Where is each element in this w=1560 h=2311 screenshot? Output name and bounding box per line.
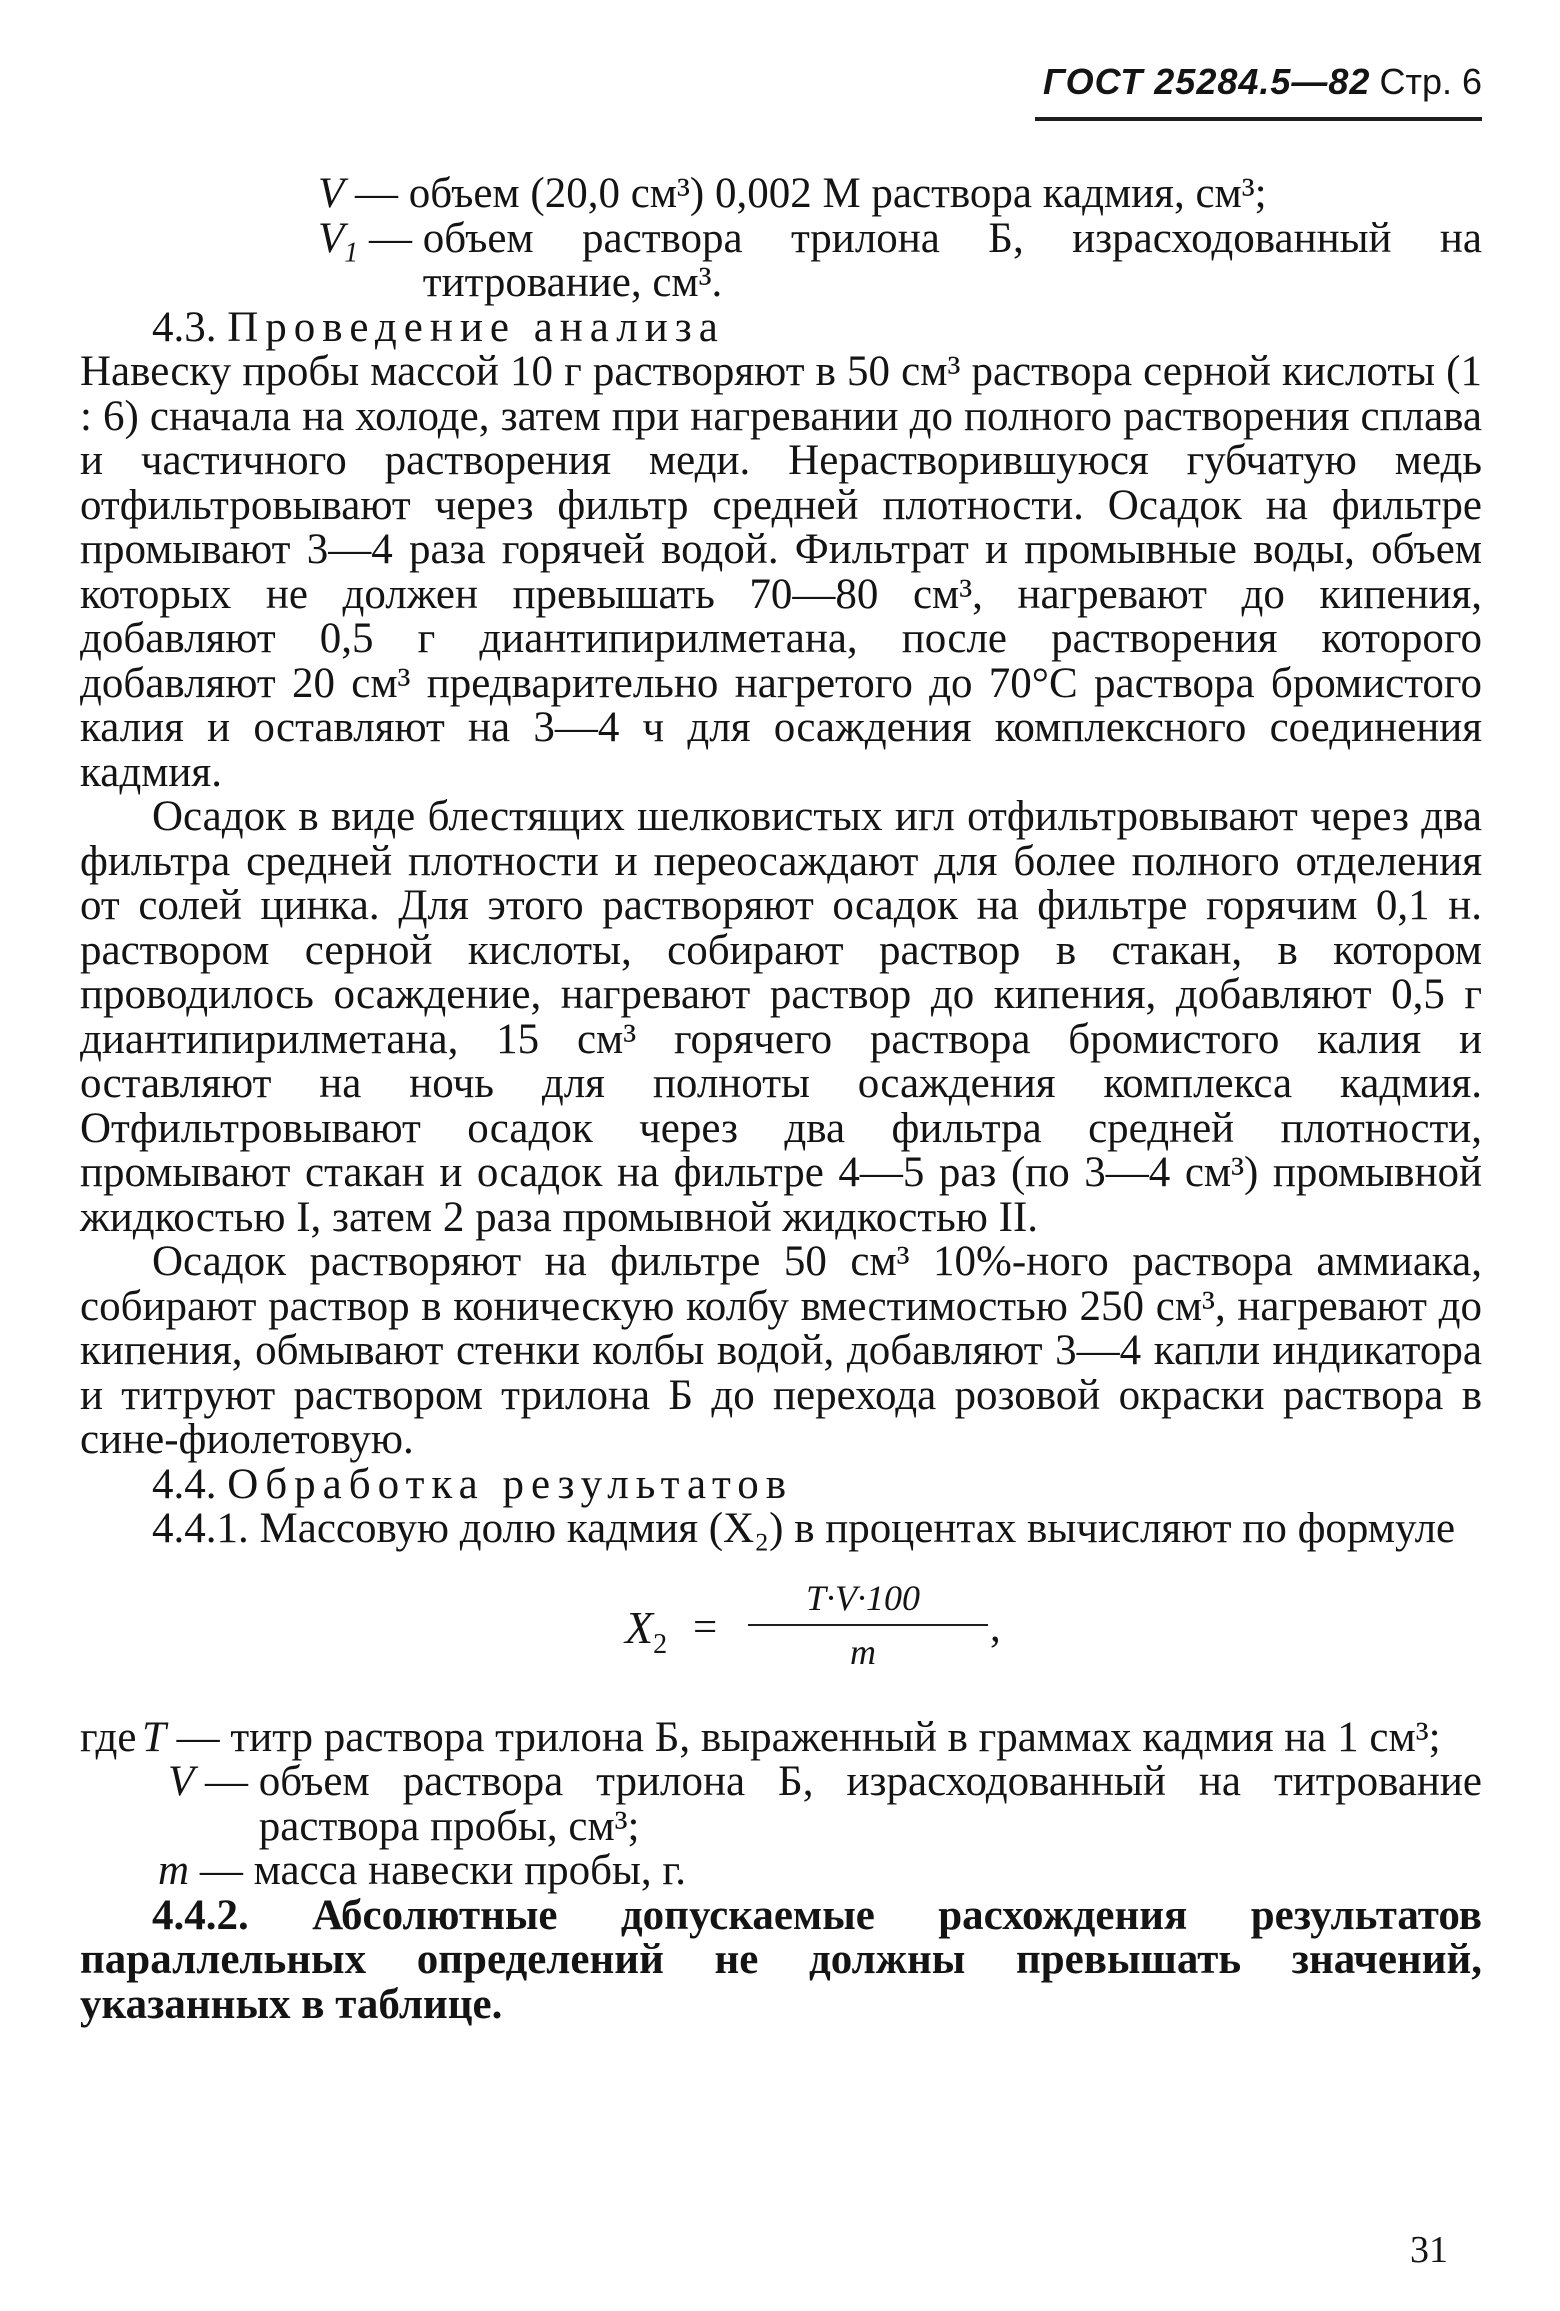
- section-title: Обработка результатов: [227, 1460, 793, 1508]
- formula-numerator: T·V·100: [805, 1577, 920, 1618]
- definition-v-bottom: V — объем раствора трилона Б, израсходованный на титрование раствора пробы, см³;: [168, 1758, 1482, 1850]
- section-heading-4-3: [80, 303, 1482, 351]
- section-heading-4-4: [80, 1460, 1482, 1508]
- definition-t: где T — титр раствора трилона Б, выраженный в граммах кадмия на 1 см³;: [80, 1716, 1482, 1761]
- page-label: Стр. 6: [1379, 61, 1482, 102]
- formula: [80, 1558, 1482, 1708]
- page-header: [1043, 62, 1482, 102]
- paragraph: Навеску пробы массой 10 г растворяют в 50 см³ раствора серной кислоты (1 : 6) сначала на холоде, затем при нагревании до полного растворения сплава и частичного растворения меди. Нерастворившуюся губчатую медь отфильтровывают через фильтр средней плотности. Осадок на фильтре промывают 3—4 раза горячей водой. Фильтрат и промывные воды, объем которых не должен превышать 70—80 см³, нагревают до кипения, добавляют 0,5 г диантипирилметана, после растворения которого добавляют 20 см³ предварительно нагретого до 70°С раствора бромистого калия и оставляют на 3—4 ч для осаждения комплексного соединения кадмия.: [80, 348, 1482, 796]
- definition-symbol: V: [318, 170, 345, 217]
- paragraph: Осадок растворяют на фильтре 50 см³ 10%-ного раствора аммиака, собирают раствор в коническую колбу вместимостью 250 см³, нагревают до кипения, обмывают стенки колбы водой, добавляют 3—4 капли индикатора и титруют раствором трилона Б до перехода розовой окраски раствора в сине-фиолетовую.: [80, 1238, 1482, 1463]
- definition-m: m — масса навески пробы, г.: [80, 1849, 1482, 1894]
- definition-v: V — объем (20,0 см³) 0,002 М раствора кадмия, см³;: [80, 172, 1482, 217]
- definition-text: объем раствора трилона Б, израсходованный на титрование раствора пробы, см³;: [258, 1758, 1482, 1850]
- formula-equals: =: [693, 1603, 718, 1651]
- section-number: 4.4.: [152, 1460, 217, 1508]
- definition-symbol: $V_1$: [318, 214, 359, 269]
- section-number: 4.3.: [152, 303, 217, 351]
- formula-lhs: $X_2$: [625, 1601, 668, 1660]
- standard-number: ГОСТ 25284.5—82: [1043, 61, 1371, 102]
- definition-symbol: V: [168, 1758, 195, 1805]
- definition-text: титр раствора трилона Б, выраженный в граммах кадмия на 1 см³;: [230, 1713, 1441, 1761]
- definition-text: объем (20,0 см³) 0,002 М раствора кадмия, см³;: [408, 170, 1267, 217]
- document-body: [80, 172, 1482, 2027]
- section-title: Проведение анализа: [227, 303, 725, 351]
- fraction-bar: [748, 1624, 988, 1626]
- definition-symbol: m: [158, 1847, 190, 1894]
- paragraph-4-4-1: 4.4.1. Массовую долю кадмия (X₂) в процентах вычисляют по формуле: [152, 1505, 1456, 1552]
- formula-denominator: m: [850, 1631, 876, 1672]
- paragraph: Осадок в виде блестящих шелковистых игл отфильтровывают через два фильтра средней плотности и переосаждают для более полного отделения от солей цинка. Для этого растворяют осадок на фильтре горячим 0,1 н. раствором серной кислоты, собирают раствор в стакан, в котором проводилось осаждение, нагревают раствор до кипения, добавляют 0,5 г диантипирилметана, 15 см³ горячего раствора бромистого калия и оставляют на ночь для полноты осаждения комплекса кадмия. Отфильтровывают осадок через два фильтра средней плотности, промывают стакан и осадок на фильтре 4—5 раз (по 3—4 см³) промывной жидкостью I, затем 2 раза промывной жидкостью II.: [80, 793, 1482, 1241]
- where-word: где: [80, 1713, 137, 1761]
- definition-text: объем раствора трилона Б, израсходованный на титрование, см³.: [422, 214, 1482, 306]
- header-rule: [1035, 117, 1482, 121]
- paragraph-4-4-2: 4.4.2. Абсолютные допускаемые расхождения результатов параллельных определений не должны превышать значений, указанных в таблице.: [80, 1891, 1482, 2028]
- definition-text: масса навески пробы, г.: [253, 1847, 686, 1894]
- definition-v1: $V_1$ — объем раствора трилона Б, израсходованный на титрование, см³.: [318, 214, 1482, 306]
- formula-comma: ,: [990, 1603, 1001, 1651]
- definition-symbol: T: [142, 1713, 166, 1761]
- page-number: 31: [1410, 2229, 1448, 2271]
